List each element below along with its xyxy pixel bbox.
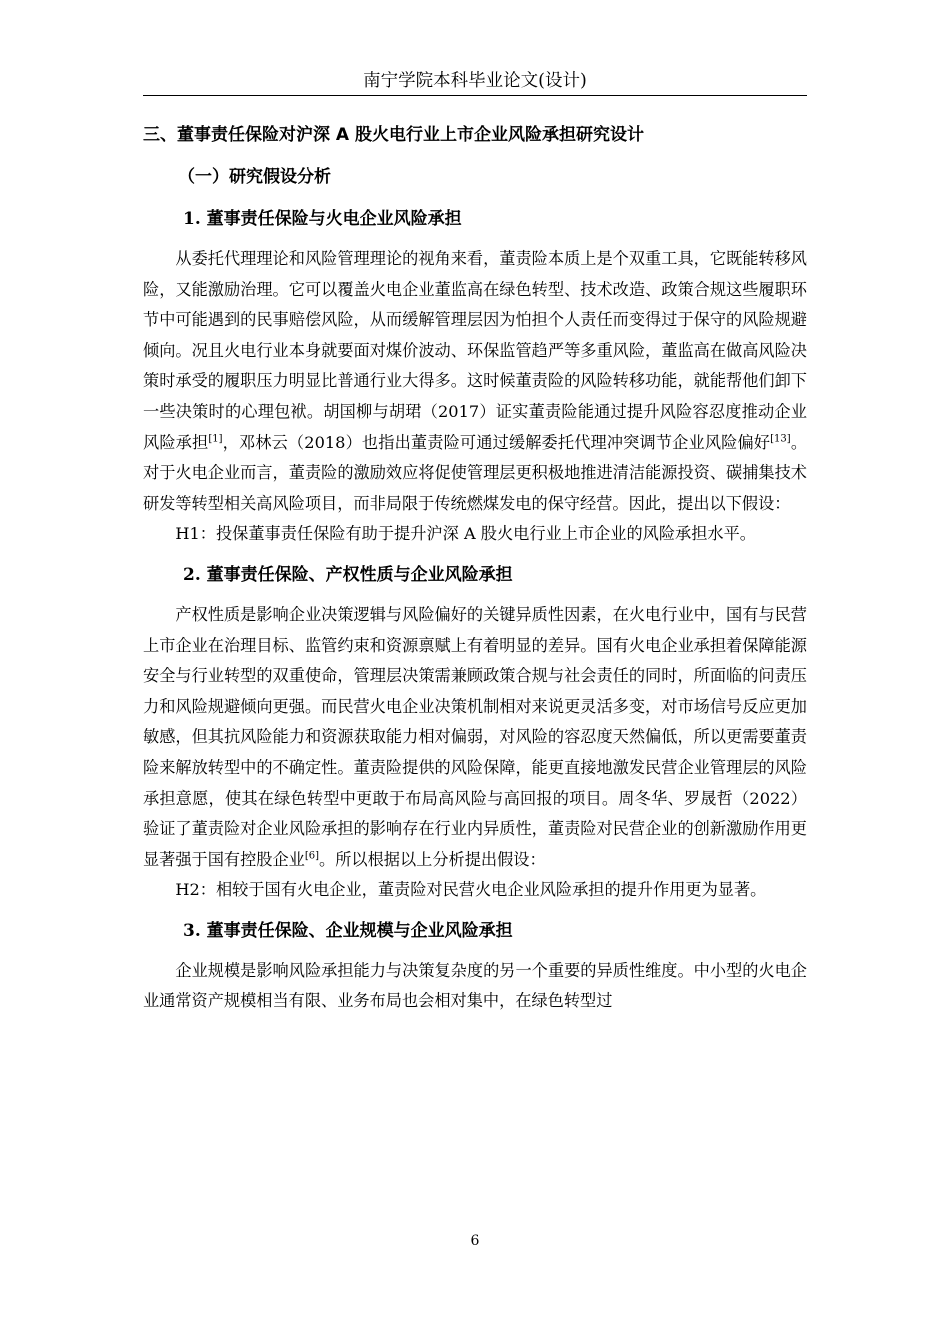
citation-13: [13] <box>770 433 791 445</box>
hypothesis-h2: H2：相较于国有火电企业，董责险对民营火电企业风险承担的提升作用更为显著。 <box>175 880 767 900</box>
paragraph-3: 企业规模是影响风险承担能力与决策复杂度的另一个重要的异质性维度。中小型的火电企业通常资产规模相当有限、业务布局也会相对集中，在绿色转型过 <box>143 960 807 1011</box>
paragraph-2: 产权性质是影响企业决策逻辑与风险偏好的关键异质性因素，在火电行业中，国有与民营上市企业在治理目标、监管约束和资源禀赋上有着明显的差异。国有火电企业承担着保障能源安全与行业转型的双重使命，管理层决策需兼顾政策合规与社会责任的同时，所面临的问责压力和风险规避倾向更强。而民营火电企业决策机制相对来说更灵活多变，对市场信号反应更加敏感，但其抗风险能力和资源获取能力相对偏弱，对风险的容忍度天然偏低，所以更需要董责险来解放转型中的不确定性。董责险提供的风险保障，能更直接地激发民营企业管理层的风险承担意愿，使其在绿色转型中更敢于布局高风险与高回报的项目。周冬华、罗晟哲（2022）验证了董责险对企业风险承担的影响存在行业内异质性，董责险对民营企业的创新激励作用更显著强于国有控股企业[6]。所以根据以上分析提出假设： <box>143 604 807 869</box>
item-heading-2: 2. 董事责任保险、产权性质与企业风险承担 <box>183 564 513 585</box>
item-heading-3: 3. 董事责任保险、企业规模与企业风险承担 <box>183 920 513 941</box>
item-heading-1: 1. 董事责任保险与火电企业风险承担 <box>183 209 462 229</box>
main-content <box>143 118 807 1017</box>
page-number: 6 <box>470 1233 480 1249</box>
running-header: 南宁学院本科毕业论文(设计) <box>363 71 587 91</box>
citation-6: [6] <box>304 850 320 862</box>
paragraph-1: 从委托代理理论和风险管理理论的视角来看，董责险本质上是个双重工具，它既能转移风险，又能激励治理。它可以覆盖火电企业董监高在绿色转型、技术改造、政策合规这些履职环节中可能遇到的民事赔偿风险，从而缓解管理层因为怕担个人责任而变得过于保守的风险规避倾向。况且火电行业本身就要面对煤价波动、环保监管趋严等多重风险，董监高在做高风险决策时承受的履职压力明显比普通行业大得多。这时候董责险的风险转移功能，就能帮他们卸下一些决策时的心理包袱。胡国柳与胡珺（2017）证实董责险能通过提升风险容忍度推动企业风险承担[1]，邓林云（2018）也指出董责险可通过缓解委托代理冲突调节企业风险偏好[13]。对于火电企业而言，董责险的激励效应将促使管理层更积极地推进清洁能源投资、碳捕集技术研发等转型相关高风险项目，而非局限于传统燃煤发电的保守经营。因此，提出以下假设： <box>143 249 807 513</box>
section-title: 三、董事责任保险对沪深 A 股火电行业上市企业风险承担研究设计 <box>143 125 644 145</box>
citation-1: [1] <box>208 433 223 445</box>
hypothesis-h1: H1：投保董事责任保险有助于提升沪深 A 股火电行业上市企业的风险承担水平。 <box>175 524 756 544</box>
header-divider <box>143 95 807 96</box>
subsection-title: （一）研究假设分析 <box>178 167 331 187</box>
